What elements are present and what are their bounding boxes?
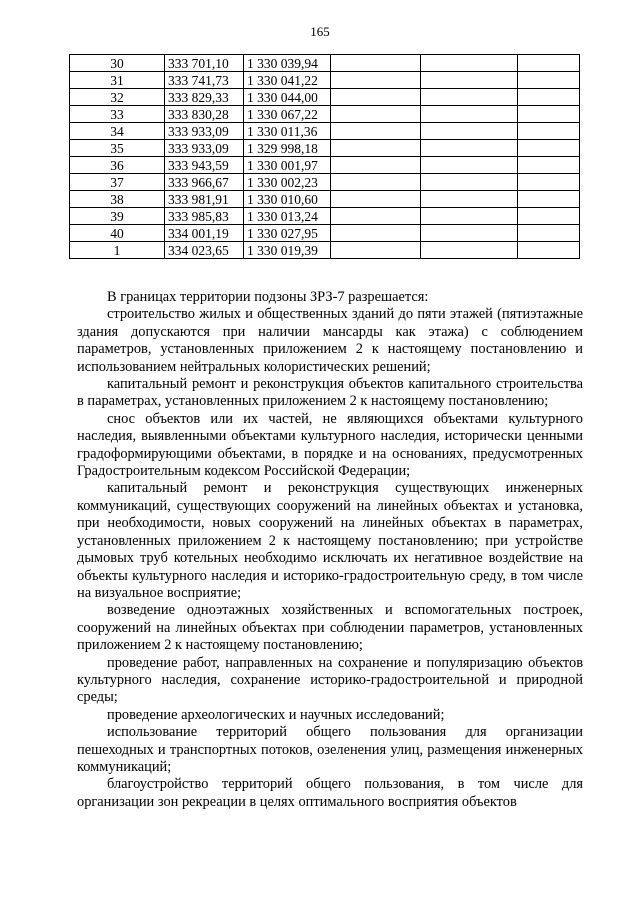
x-coordinate-cell: 333 701,10 — [165, 55, 244, 72]
empty-cell — [518, 89, 580, 106]
empty-cell — [421, 157, 518, 174]
paragraph: В границах территории подзоны ЗРЗ-7 разрешается: — [107, 289, 429, 305]
empty-cell — [421, 191, 518, 208]
table-row — [70, 242, 580, 259]
paragraph: проведение археологических и научных исследований; — [107, 706, 445, 723]
paragraph: строительство жилых и общественных зданий до пяти этажей (пятиэтажные здания допускаются при наличии мансарды как этажа) с соблюдением параметров, установленных приложением 2 к настоящему постановлению и использованием нейтральных колористических решений; — [77, 306, 583, 375]
empty-cell — [518, 191, 580, 208]
paragraph: снос объектов или их частей, не являющихся объектами культурного наследия, выявленными объектами культурного наследия, исторически ценными градоформирующими объектами, в порядке и на основаниях, предусмотренных Градостроительным кодексом Российской Федерации; — [77, 410, 583, 480]
point-number-cell: 38 — [70, 191, 165, 208]
paragraph: возведение одноэтажных хозяйственных и вспомогательных построек, сооружений на линейных объектах при соблюдении параметров, установленных приложением 2 к настоящему постановлению; — [77, 602, 583, 654]
empty-cell — [518, 225, 580, 242]
x-coordinate-cell: 333 966,67 — [165, 174, 244, 191]
empty-cell — [421, 225, 518, 242]
y-coordinate-cell: 1 330 019,39 — [244, 242, 331, 259]
paragraph: использование территорий общего пользования для организации пешеходных и транспортных потоков, озеленения улиц, размещения инженерных коммуникаций; — [77, 724, 583, 775]
empty-cell — [421, 174, 518, 191]
y-coordinate-cell: 1 330 027,95 — [244, 225, 331, 242]
empty-cell — [331, 225, 421, 242]
empty-cell — [331, 72, 421, 89]
coordinates-table-body — [70, 55, 580, 259]
empty-cell — [518, 242, 580, 259]
table-row — [70, 174, 580, 191]
y-coordinate-cell: 1 329 998,18 — [244, 140, 331, 157]
empty-cell — [331, 140, 421, 157]
point-number-cell: 37 — [70, 174, 165, 191]
table-row — [70, 140, 580, 157]
empty-cell — [421, 140, 518, 157]
point-number-cell: 39 — [70, 208, 165, 225]
coordinates-table — [69, 54, 580, 259]
y-coordinate-cell: 1 330 001,97 — [244, 157, 331, 174]
empty-cell — [518, 208, 580, 225]
empty-cell — [518, 157, 580, 174]
table-row — [70, 123, 580, 140]
empty-cell — [331, 208, 421, 225]
x-coordinate-cell: 333 933,09 — [165, 123, 244, 140]
table-row — [70, 191, 580, 208]
body-text — [77, 289, 583, 811]
point-number-cell: 40 — [70, 225, 165, 242]
empty-cell — [331, 55, 421, 72]
y-coordinate-cell: 1 330 039,94 — [244, 55, 331, 72]
empty-cell — [331, 106, 421, 123]
y-coordinate-cell: 1 330 013,24 — [244, 208, 331, 225]
y-coordinate-cell: 1 330 011,36 — [244, 123, 331, 140]
y-coordinate-cell: 1 330 002,23 — [244, 174, 331, 191]
paragraph: капитальный ремонт и реконструкция объектов капитального строительства в параметрах, установленных приложением 2 к настоящему постановлению; — [77, 376, 583, 410]
empty-cell — [518, 174, 580, 191]
point-number-cell: 1 — [70, 242, 165, 259]
y-coordinate-cell: 1 330 010,60 — [244, 191, 331, 208]
x-coordinate-cell: 333 741,73 — [165, 72, 244, 89]
empty-cell — [331, 242, 421, 259]
x-coordinate-cell: 334 023,65 — [165, 242, 244, 259]
point-number-cell: 31 — [70, 72, 165, 89]
empty-cell — [518, 123, 580, 140]
x-coordinate-cell: 334 001,19 — [165, 225, 244, 242]
empty-cell — [518, 72, 580, 89]
point-number-cell: 35 — [70, 140, 165, 157]
empty-cell — [518, 106, 580, 123]
empty-cell — [331, 157, 421, 174]
table-row — [70, 208, 580, 225]
x-coordinate-cell: 333 933,09 — [165, 140, 244, 157]
table-row — [70, 106, 580, 123]
point-number-cell: 34 — [70, 123, 165, 140]
y-coordinate-cell: 1 330 041,22 — [244, 72, 331, 89]
empty-cell — [421, 55, 518, 72]
x-coordinate-cell: 333 985,83 — [165, 208, 244, 225]
paragraph: проведение работ, направленных на сохранение и популяризацию объектов культурного наследия, сохранение историко-градостроительной и природной среды; — [77, 654, 583, 706]
empty-cell — [331, 174, 421, 191]
empty-cell — [421, 72, 518, 89]
empty-cell — [421, 89, 518, 106]
point-number-cell: 33 — [70, 106, 165, 123]
x-coordinate-cell: 333 943,59 — [165, 157, 244, 174]
table-row — [70, 157, 580, 174]
page-number: 165 — [310, 24, 330, 39]
paragraph: благоустройство территорий общего пользования, в том числе для организации зон рекреации в целях оптимального восприятия объектов — [77, 776, 583, 810]
empty-cell — [331, 191, 421, 208]
x-coordinate-cell: 333 981,91 — [165, 191, 244, 208]
paragraph: капитальный ремонт и реконструкция существующих инженерных коммуникаций, существующих сооружений на линейных объектах и установка, при необходимости, новых сооружений на линейных объектах в параметрах, установленных приложением 2 к настоящему постановлению; при устройстве дымовых труб котельных необходимо исключать их негативное воздействие на объекты культурного наследия и историко-градостроительную среду, в том числе на визуальное восприятие; — [77, 480, 583, 601]
table-row — [70, 55, 580, 72]
point-number-cell: 36 — [70, 157, 165, 174]
empty-cell — [331, 89, 421, 106]
empty-cell — [518, 55, 580, 72]
y-coordinate-cell: 1 330 044,00 — [244, 89, 331, 106]
table-row — [70, 72, 580, 89]
x-coordinate-cell: 333 830,28 — [165, 106, 244, 123]
table-row — [70, 89, 580, 106]
table-row — [70, 225, 580, 242]
empty-cell — [421, 106, 518, 123]
empty-cell — [421, 208, 518, 225]
y-coordinate-cell: 1 330 067,22 — [244, 106, 331, 123]
empty-cell — [331, 123, 421, 140]
x-coordinate-cell: 333 829,33 — [165, 89, 244, 106]
empty-cell — [421, 123, 518, 140]
point-number-cell: 32 — [70, 89, 165, 106]
empty-cell — [421, 242, 518, 259]
empty-cell — [518, 140, 580, 157]
point-number-cell: 30 — [70, 55, 165, 72]
